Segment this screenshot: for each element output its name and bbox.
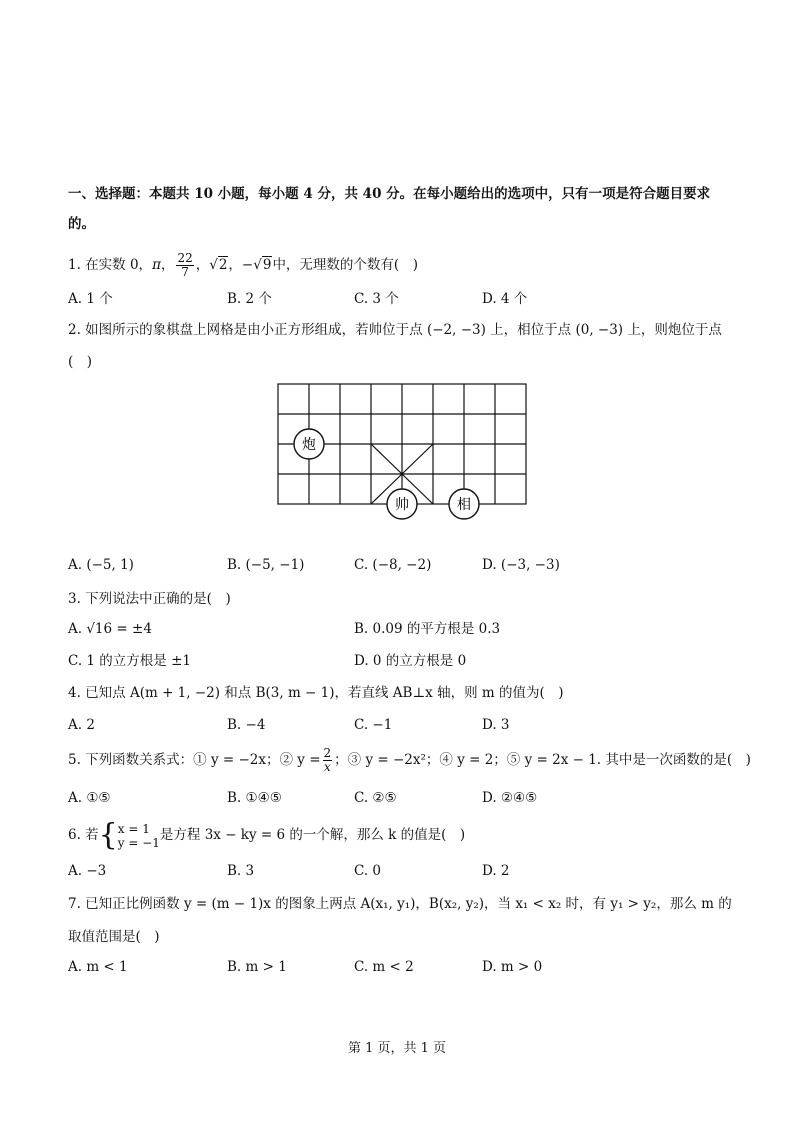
q5-option-c: C. ②⑤ xyxy=(354,790,397,806)
q5-option-d: D. ②④⑤ xyxy=(482,790,538,806)
q6-stem-part-a: 6. 若 xyxy=(68,827,99,843)
q3-option-c: C. 1 的立方根是 ±1 xyxy=(68,653,192,669)
q6-equation-1: x = 1 xyxy=(117,821,150,836)
q5-stem-part-b: ；③ y = −2x²；④ y = 2；⑤ y = 2x − 1. 其中是一次函数的是( ) xyxy=(334,752,751,768)
q1-sqrt2-arg: 2 xyxy=(218,257,228,273)
q4-option-b: B. −4 xyxy=(227,717,266,733)
q6-equation-system xyxy=(118,822,160,850)
q6-option-c: C. 0 xyxy=(354,863,382,879)
question-2-stem-line2: ( ) xyxy=(68,354,93,370)
q1-sep3: ， xyxy=(228,257,242,273)
q1-neg-sqrt9-arg: 9 xyxy=(262,257,272,273)
q1-stem-part-b: 中，无理数的个数有( ) xyxy=(272,257,418,273)
piece-pao-label: 炮 xyxy=(302,437,316,453)
q5-option-b: B. ①④⑤ xyxy=(227,790,282,806)
q1-option-c: C. 3 个 xyxy=(354,291,399,307)
q1-neg-sqrt9-symbol: −√ xyxy=(241,257,262,273)
question-4-stem: 4. 已知点 A(m + 1, −2) 和点 B(3, m − 1)，若直线 AB⊥x 轴，则 m 的值为( ) xyxy=(68,685,564,701)
q1-sqrt2-symbol: √ xyxy=(209,257,218,273)
q6-option-d: D. 2 xyxy=(482,863,510,879)
q2-option-d: D. (−3, −3) xyxy=(482,557,560,573)
q3-option-d: D. 0 的立方根是 0 xyxy=(354,653,467,669)
piece-xiang-label: 相 xyxy=(457,497,471,513)
q2-option-b: B. (−5, −1) xyxy=(227,557,305,573)
question-7-stem-line1: 7. 已知正比例函数 y = (m − 1)x 的图象上两点 A(x₁, y₁)，B(x₂, y₂)，当 x₁ < x₂ 时，有 y₁ > y₂，那么 m 的 xyxy=(68,896,732,912)
section-title-line2: 的。 xyxy=(68,216,95,232)
page-footer: 第 1 页，共 1 页 xyxy=(347,1041,447,1056)
piece-shuai xyxy=(387,489,417,519)
piece-shuai-label: 帅 xyxy=(395,497,409,513)
q1-option-d: D. 4 个 xyxy=(482,291,528,307)
q4-option-a: A. 2 xyxy=(68,717,95,733)
question-7-stem-line2: 取值范围是( ) xyxy=(68,929,160,945)
q6-equation-2: y = −1 xyxy=(117,835,160,850)
q6-option-b: B. 3 xyxy=(227,863,255,879)
q1-fraction xyxy=(176,252,193,279)
q5-option-a: A. ①⑤ xyxy=(68,790,111,806)
q1-pi: π xyxy=(152,257,161,273)
q3-option-b: B. 0.09 的平方根是 0.3 xyxy=(354,621,501,637)
q2-option-a: A. (−5, 1) xyxy=(68,557,134,573)
question-6-stem xyxy=(68,818,465,852)
piece-pao xyxy=(294,429,324,459)
q4-option-d: D. 3 xyxy=(482,717,510,733)
q7-option-b: B. m > 1 xyxy=(227,959,287,975)
q1-sep1: ， xyxy=(160,257,175,273)
q5-fraction-numerator: 2 xyxy=(323,746,332,760)
question-3-stem: 3. 下列说法中正确的是( ) xyxy=(68,591,231,607)
q6-brace: { xyxy=(98,817,118,853)
q6-option-a: A. −3 xyxy=(68,863,107,879)
q1-stem-part-a: 1. 在实数 0， xyxy=(68,257,153,273)
section-title-line1: 一、选择题：本题共 10 小题，每小题 4 分，共 40 分。在每小题给出的选项中，只有一项是符合题目要求 xyxy=(68,186,711,202)
q5-fraction xyxy=(323,747,333,774)
q4-option-c: C. −1 xyxy=(354,717,393,733)
q7-option-a: A. m < 1 xyxy=(68,959,128,975)
q7-option-d: D. m > 0 xyxy=(482,959,543,975)
q5-fraction-denominator: x xyxy=(323,760,331,774)
chessboard-figure xyxy=(270,378,532,520)
q1-sep2: ， xyxy=(195,257,210,273)
q3-option-a: A. √16 = ±4 xyxy=(68,621,152,637)
q5-stem-part-a: 5. 下列函数关系式：① y = −2x；② y = xyxy=(68,752,321,768)
question-2-stem-line1: 2. 如图所示的象棋盘上网格是由小正方形组成，若帅位于点 (−2, −3) 上，相位于点 (0, −3) 上，则炮位于点 xyxy=(68,322,722,338)
q6-stem-part-b: 是方程 3x − ky = 6 的一个解，那么 k 的值是( ) xyxy=(159,827,466,843)
q1-option-b: B. 2 个 xyxy=(227,291,272,307)
question-5-stem xyxy=(68,747,751,774)
question-1-stem xyxy=(68,252,418,279)
q1-fraction-denominator: 7 xyxy=(181,265,189,279)
q1-fraction-numerator: 22 xyxy=(177,251,193,265)
q1-option-a: A. 1 个 xyxy=(68,291,113,307)
q2-option-c: C. (−8, −2) xyxy=(354,557,432,573)
q7-option-c: C. m < 2 xyxy=(354,959,414,975)
piece-xiang xyxy=(449,489,479,519)
